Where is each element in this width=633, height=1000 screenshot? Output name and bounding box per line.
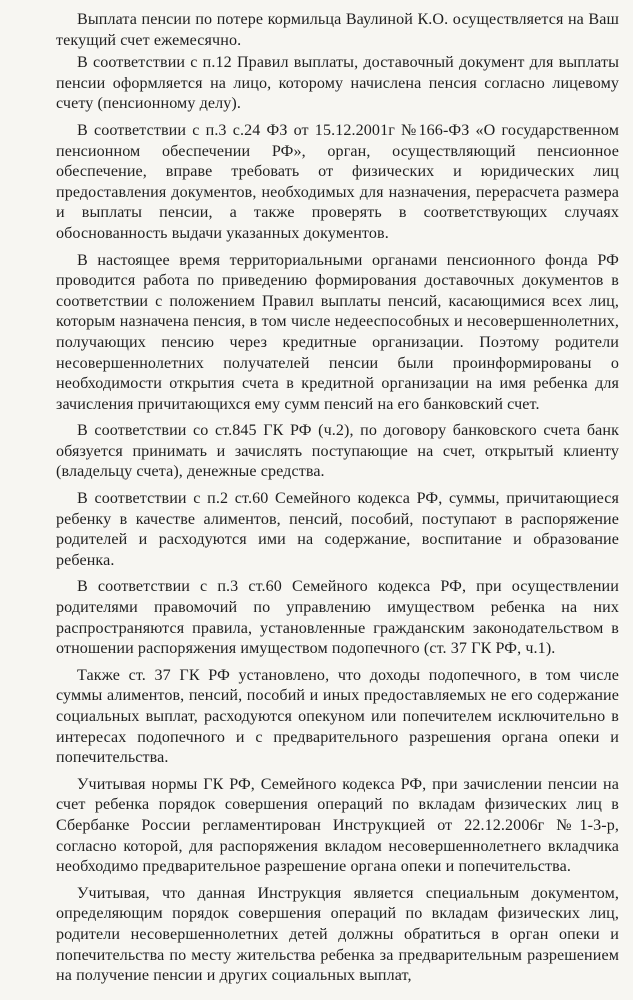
paragraph-family-code-60-2: В соответствии с п.2 ст.60 Семейного кодекса РФ, суммы, причитающиеся ребенку в качестве алиментов, пенсий, пособий, поступают в распоряжение родителей и расходуются ими на содержание, воспитание и образование ребенка. — [56, 490, 619, 569]
paragraph-civil-code-845: В соответствии со ст.845 ГК РФ (ч.2), по договору банковского счета банк обязуется принимать и зачислять поступающие на счет, открытый клиенту (владельцу счета), денежные средства. — [56, 422, 619, 481]
paragraph-pension-fund-work: В настоящее время территориальными органами пенсионного фонда РФ проводится работа по приведению формирования доставочных документов в соответствии с положением Правил выплаты пенсий, касающимися всех лиц, которым назначена пенсия, в том числе недееспособных и несовершеннолетних, получающих пенсию через кредитные организации. Поэтому родители несовершеннолетних получателей пенсии были проинформированы о необходимости открытия счета в кредитной организации на имя ребенка для зачисления причитающихся ему сумм пенсий на его банковский счет. — [56, 251, 619, 413]
paragraph-family-code-60-3: В соответствии с п.3 ст.60 Семейного кодекса РФ, при осуществлении родителями правомочий по управлению имуществом ребенка на них распространяются правила, установленные гражданским законодательством в отношении распоряжения имуществом подопечного (ст. 37 ГК РФ, ч.1). — [56, 578, 619, 658]
paragraph-civil-code-37: Также ст. 37 ГК РФ установлено, что доходы подопечного, в том числе суммы алиментов, пенсий, пособий и иных предоставляемых не его содержание социальных выплат, расходуются опекуном или попечителем исключительно в интересах подопечного и с предварительного разрешения органа опеки и попечительства. — [56, 666, 619, 767]
paragraph-delivery-document: В соответствии с п.12 Правил выплаты, доставочный документ для выплаты пенсии оформляется на лицо, которому начислена пенсия согласно лицевому счету (пенсионному делу). — [56, 54, 619, 113]
paragraph-federal-law-166: В соответствии с п.3 с.24 ФЗ от 15.12.2001г №166-ФЗ «О государственном пенсионном обеспечении РФ», орган, осуществляющий пенсионное обеспечение, вправе требовать от физических и юридических лиц предоставления документов, необходимых для назначения, перерасчета размера и выплаты пенсии, а также проверять в соответствующих случаях обоснованность выдачи указанных документов. — [56, 121, 619, 242]
paragraph-guardianship-request: Учитывая, что данная Инструкция является специальным документом, определяющим порядок совершения операций по вкладам физических лиц, родители несовершеннолетних детей должны обратиться в орган опеки и попечительства по месту жительства ребенка за предварительным разрешением на получение пенсии и других социальных выплат, — [56, 884, 619, 985]
paragraph-pension-payment: Выплата пенсии по потере кормильца Ваулиной К.О. осуществляется на Ваш текущий счет ежемесячно. — [56, 11, 619, 49]
paragraph-sberbank-instruction: Учитывая нормы ГК РФ, Семейного кодекса РФ, при зачислении пенсии на счет ребенка порядок совершения операций по вкладам физических лиц в Сбербанке России регламентирован Инструкцией от 22.12.2006г №1-3-р, согласно которой, для распоряжения вкладом несовершеннолетнего вкладчика необходимо предварительное разрешение органа опеки и попечительства. — [56, 775, 619, 876]
